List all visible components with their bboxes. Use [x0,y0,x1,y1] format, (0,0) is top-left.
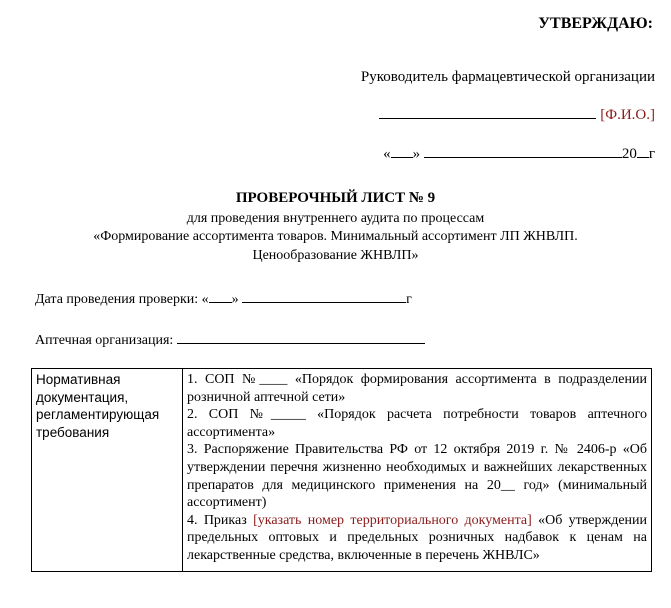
check-day-blank[interactable] [209,288,232,303]
item4-start: 4. Приказ [187,512,254,528]
item4-end: «Об утверждении предельных оптовых и предельных розничных надбавок к ценам на лекарственные средства, включенные в перечень ЖНВЛС» [187,512,648,563]
list-item: 3. Распоряжение Правительства РФ от 12 октября 2019 г. № 2406-р «Об утверждении перечня жизненно необходимых и важнейших лекарственных препаратов для медицинского применения на 20__ год» (минимальный ассортимент) [187,442,647,511]
month-blank[interactable] [424,143,622,158]
subtitle-line-3: Ценообразование ЖНВЛП» [252,248,419,263]
pharmacy-blank[interactable] [177,329,425,344]
check-date-suffix: г [406,292,412,307]
signature-blank[interactable] [379,104,596,119]
document-title: ПРОВЕРОЧНЫЙ ЛИСТ № 9 [235,190,436,206]
signature-line [379,104,655,124]
normative-docs-label: Нормативная документация, регламентирующая требования [32,369,183,572]
table-row [32,369,652,572]
subtitle-line-2: «Формирование ассортимента товаров. Минимальный ассортимент ЛП ЖНВЛП. [93,229,578,244]
fio-placeholder: [Ф.И.О.] [600,107,655,123]
normative-docs-list [183,369,652,572]
approval-date-line [383,143,655,163]
quote-open: « [383,146,391,162]
check-date-label: Дата проведения проверки: « [35,292,209,307]
requirements-table [31,368,652,572]
pharmacy-label: Аптечная организация: [35,333,174,348]
territorial-doc-placeholder: [указать номер территориального документа] [253,512,532,528]
list-item [187,512,647,565]
manager-title: Руководитель фармацевтической организации [360,69,655,85]
check-date-field [35,288,412,308]
check-month-blank[interactable] [242,288,406,303]
year-blank[interactable] [637,143,649,158]
list-item: 2. СОП №_____ «Порядок расчета потребности товаров аптечного ассортимента» [187,407,647,440]
quote-close: » [412,146,421,162]
check-date-close: » [231,292,239,307]
year-suffix: г [648,146,655,162]
day-blank[interactable] [391,143,413,158]
approve-heading: УТВЕРЖДАЮ: [538,15,653,32]
subtitle-line-1: для проведения внутреннего аудита по процессам [186,211,485,226]
year-prefix: 20 [621,146,637,162]
pharmacy-field [35,329,425,349]
list-item: 1. СОП №____ «Порядок формирования ассортимента в подразделении розничной аптечной сети» [187,372,647,405]
